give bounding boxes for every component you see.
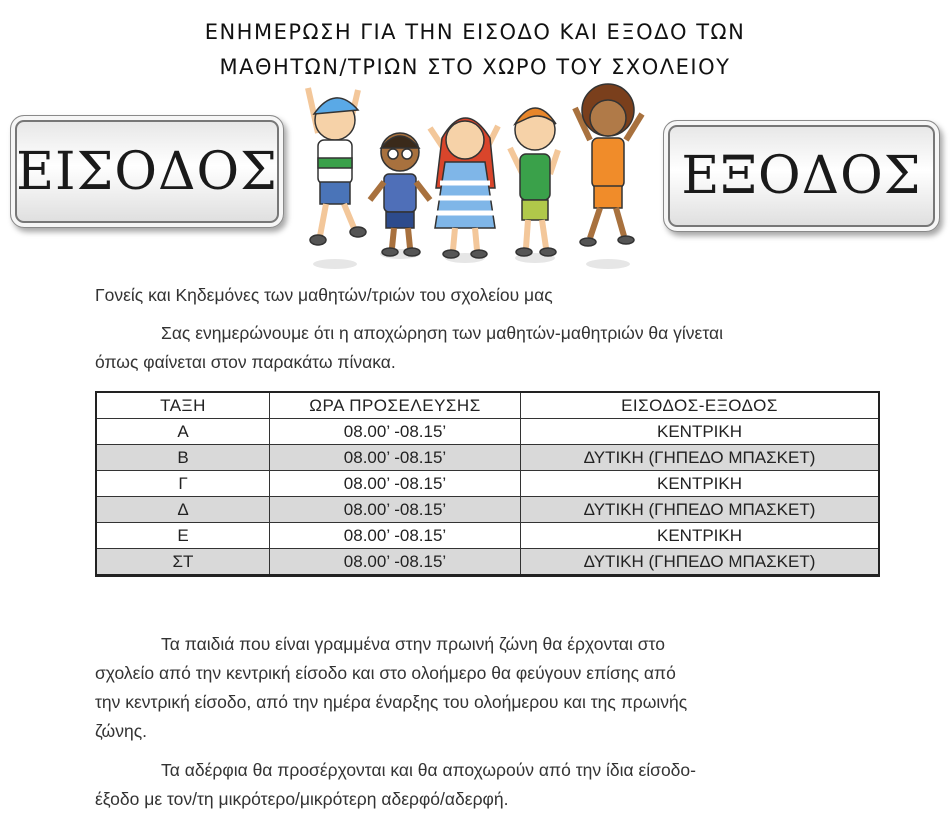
header-arrival-time: ΩΡΑ ΠΡΟΣΕΛΕΥΣΗΣ (270, 392, 521, 419)
siblings-line-1: Τα αδέρφια θα προσέρχονται και θα αποχωρούν από την ίδια είσοδο- (161, 760, 696, 780)
header-entry-exit: ΕΙΣΟΔΟΣ-ΕΞΟΔΟΣ (521, 392, 880, 419)
morning-zone-line-4: ζώνης. (95, 721, 147, 741)
siblings-paragraph (95, 756, 855, 814)
cell-class: Δ (96, 497, 270, 523)
cell-gate: ΔΥΤΙΚΗ (ΓΗΠΕΔΟ ΜΠΑΣΚΕΤ) (521, 497, 880, 523)
cell-time: 08.00’ -08.15’ (270, 549, 521, 576)
cell-gate: ΚΕΝΤΡΙΚΗ (521, 471, 880, 497)
cell-gate: ΔΥΤΙΚΗ (ΓΗΠΕΔΟ ΜΠΑΣΚΕΤ) (521, 549, 880, 576)
table-row (96, 497, 879, 523)
table-row (96, 419, 879, 445)
siblings-line-2: έξοδο με τον/τη μικρότερο/μικρότερη αδερφό/αδερφή. (95, 789, 509, 809)
cell-time: 08.00’ -08.15’ (270, 497, 521, 523)
cell-gate: ΚΕΝΤΡΙΚΗ (521, 419, 880, 445)
cell-time: 08.00’ -08.15’ (270, 471, 521, 497)
cell-gate: ΚΕΝΤΡΙΚΗ (521, 523, 880, 549)
cell-class: ΣΤ (96, 549, 270, 576)
morning-zone-line-1: Τα παιδιά που είναι γραμμένα στην πρωινή ζώνη θα έρχονται στο (161, 634, 665, 654)
intro-paragraph (95, 319, 855, 377)
exit-sign (663, 120, 940, 232)
cell-time: 08.00’ -08.15’ (270, 445, 521, 471)
cell-time: 08.00’ -08.15’ (270, 419, 521, 445)
cell-class: Β (96, 445, 270, 471)
intro-line-2: όπως φαίνεται στον παρακάτω πίνακα. (95, 352, 396, 372)
cell-time: 08.00’ -08.15’ (270, 523, 521, 549)
child-4-figure (510, 108, 558, 256)
table-header-row (96, 392, 879, 419)
children-illustration (290, 78, 650, 274)
cell-gate: ΔΥΤΙΚΗ (ΓΗΠΕΔΟ ΜΠΑΣΚΕΤ) (521, 445, 880, 471)
entrance-sign-label: ΕΙΣΟΔΟΣ (16, 141, 278, 202)
table-row (96, 471, 879, 497)
table-row (96, 445, 879, 471)
table-row (96, 523, 879, 549)
child-3-figure (430, 118, 498, 258)
document-title-line-1: ΕΝΗΜΕΡΩΣΗ ΓΙΑ ΤΗΝ ΕΙΣΟΔΟ ΚΑΙ ΕΞΟΔΟ ΤΩΝ (204, 20, 746, 44)
entrance-sign (10, 115, 284, 228)
header-class: ΤΑΞΗ (96, 392, 270, 419)
morning-zone-line-2: σχολείο από την κεντρική είσοδο και στο ολοήμερο θα φεύγουν επίσης από (95, 663, 676, 683)
greeting-line: Γονείς και Κηδεμόνες των μαθητών/τριών του σχολείου μας (95, 285, 553, 305)
schedule-table (95, 391, 880, 577)
cell-class: Ε (96, 523, 270, 549)
exit-sign-label: ΕΞΟΔΟΣ (681, 146, 922, 206)
document-title-line-2: ΜΑΘΗΤΩΝ/ΤΡΙΩΝ ΣΤΟ ΧΩΡΟ ΤΟΥ ΣΧΟΛΕΙΟΥ (219, 55, 731, 79)
child-2-figure (370, 133, 430, 256)
cell-class: Α (96, 419, 270, 445)
morning-zone-paragraph (95, 630, 855, 746)
child-1-figure (308, 88, 366, 245)
intro-line-1: Σας ενημερώνουμε ότι η αποχώρηση των μαθητών-μαθητριών θα γίνεται (161, 323, 724, 343)
morning-zone-line-3: την κεντρική είσοδο, από την ημέρα έναρξης του ολοήμερου και της πρωινής (95, 692, 688, 712)
cell-class: Γ (96, 471, 270, 497)
table-row (96, 549, 879, 576)
child-5-figure (575, 84, 642, 246)
